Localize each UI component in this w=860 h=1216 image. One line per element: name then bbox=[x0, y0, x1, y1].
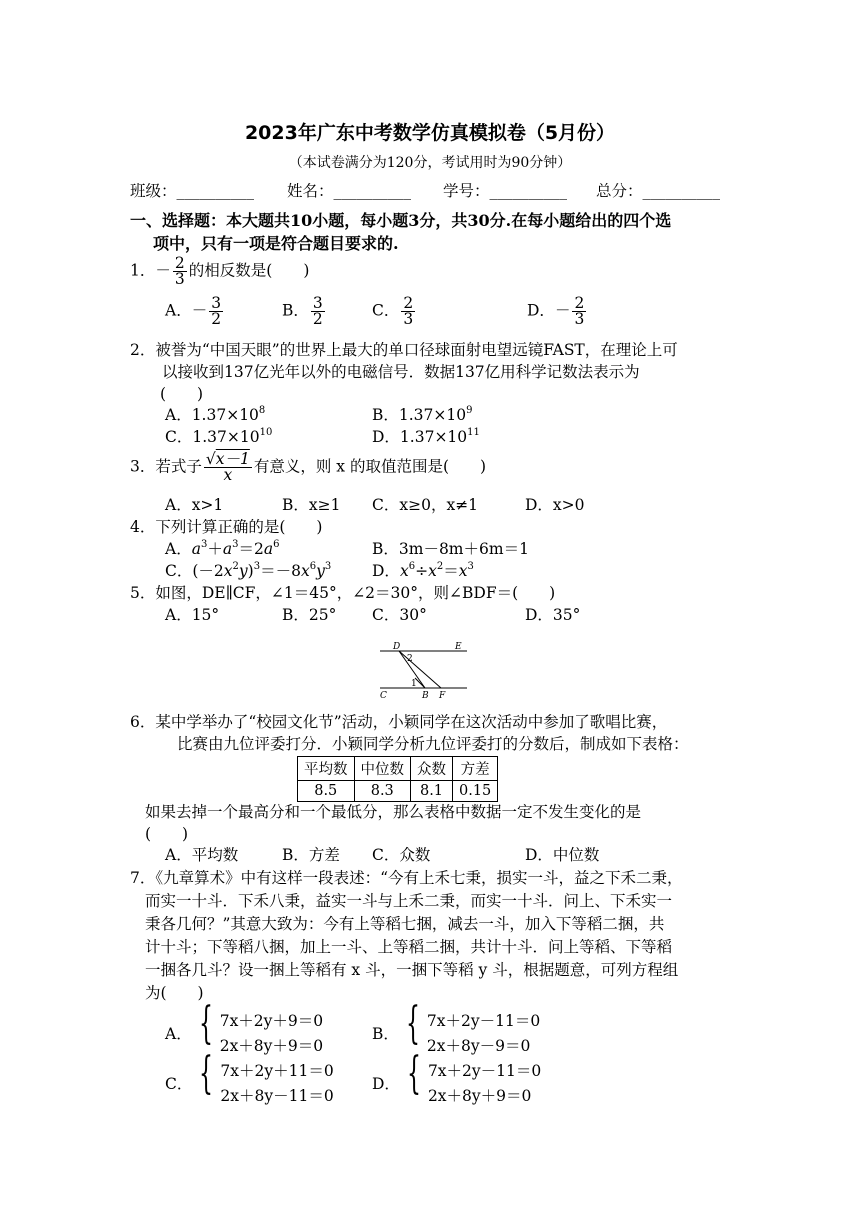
question-5: 5．如图，DE∥CF，∠1＝45°，∠2＝30°，则∠BDF＝( ) bbox=[130, 584, 556, 602]
q1-option-a: A．－ $\frac{3}{2}$ bbox=[165, 294, 222, 328]
question-2-line1: 2．被誉为“中国天眼”的世界上最大的单口径球面射电望远镜FAST，在理论上可 bbox=[130, 341, 678, 359]
question-7-line6: 为( ) bbox=[145, 984, 204, 1002]
table-cell: 0.15 bbox=[453, 781, 498, 802]
table-header: 方差 bbox=[453, 757, 498, 781]
section-heading: 一、选择题：本大题共10小题，每小题3分，共30分.在每小题给出的四个选 bbox=[130, 211, 672, 230]
question-4: 4．下列计算正确的是( ) bbox=[130, 518, 323, 536]
q1-number: 1． bbox=[130, 261, 156, 280]
table-cell: 8.1 bbox=[411, 781, 453, 802]
question-7-line1: 7．《九章算术》中有这样一段表述：“今有上禾七秉，损实一斗，益之下禾二秉， bbox=[130, 869, 683, 887]
q5-geometry-figure bbox=[375, 636, 475, 702]
q5-option-c: C．30° bbox=[372, 606, 427, 624]
q6-option-c: C．众数 bbox=[372, 846, 431, 864]
label-b: B bbox=[422, 691, 429, 701]
label-f: F bbox=[439, 691, 446, 701]
q6-option-d: D．中位数 bbox=[525, 846, 600, 864]
question-3: 3．若式子 $\frac{√x-1}{x}$ 有意义，则 x 的取值范围是( ) bbox=[130, 450, 487, 484]
q2-option-a: A．$1.37\times 10^8$ bbox=[165, 405, 266, 424]
question-7-line4: 计十斗；下等稻八捆，加上一斗、上等稻二捆，共计十斗．问上等稻、下等稻 bbox=[145, 938, 673, 956]
q4-option-d: D．$x^6\div x^2=x^3$ bbox=[372, 561, 474, 580]
q1-stem: 的相反数是( ) bbox=[188, 261, 310, 280]
table-header: 平均数 bbox=[298, 757, 355, 781]
question-2-line3: ( ) bbox=[160, 385, 204, 403]
q3-option-d: D．x>0 bbox=[525, 496, 585, 514]
q7-option-c: C． { 7x＋2y＋11＝0 2x＋8y－11＝0 bbox=[165, 1048, 334, 1105]
q6-option-b: B．方差 bbox=[282, 846, 340, 864]
q5-option-b: B．25° bbox=[282, 606, 337, 624]
q4-option-b: B．3m－8m＋6m＝1 bbox=[372, 540, 529, 558]
label-e: E bbox=[455, 642, 462, 652]
table-header: 众数 bbox=[411, 757, 453, 781]
q3-option-a: A．x>1 bbox=[165, 496, 224, 514]
q6-option-a: A．平均数 bbox=[165, 846, 239, 864]
question-6-line4: ( ) bbox=[145, 825, 189, 843]
page-title: 2023年广东中考数学仿真模拟卷（5月份） bbox=[244, 122, 616, 144]
q7-option-a: A． { 7x＋2y＋9＝0 2x＋8y＋9＝0 bbox=[165, 998, 324, 1055]
class-field: 班级：__________ bbox=[130, 182, 255, 200]
q1-option-d: D．－ $\frac{2}{3}$ bbox=[527, 294, 585, 328]
q3-option-b: B．x≥1 bbox=[282, 496, 341, 514]
table-cell: 8.5 bbox=[298, 781, 355, 802]
q2-option-c: C．$1.37\times 10^{10}$ bbox=[165, 427, 273, 446]
question-6-line3: 如果去掉一个最高分和一个最低分，那么表格中数据一定不发生变化的是 bbox=[145, 803, 642, 821]
question-1: 1．－ $\frac{2}{3}$ 的相反数是( ) bbox=[130, 254, 310, 288]
exam-info: （本试卷满分为120分，考试用时为90分钟） bbox=[288, 155, 572, 171]
question-6-line2: 比赛由九位评委打分．小颖同学分析九位评委打的分数后，制成如下表格： bbox=[177, 735, 689, 753]
q3-option-c: C．x≥0，x≠1 bbox=[372, 496, 479, 514]
q1-option-b: B． $\frac{3}{2}$ bbox=[282, 294, 323, 328]
question-7-line3: 秉各几何？”其意大致为：今有上等稻七捆，减去一斗，加入下等稻二捆，共 bbox=[145, 915, 665, 933]
q7-option-b: B． { 7x＋2y－11＝0 2x＋8y－9＝0 bbox=[372, 998, 541, 1055]
table-header-row bbox=[298, 757, 498, 781]
student-id-field: 学号：__________ bbox=[443, 182, 568, 200]
q4-option-c: C．$(-2x^2y)^3=-8x^6y^3$ bbox=[165, 561, 332, 580]
sqrt-fraction: $\frac{√x-1}{x}$ bbox=[205, 450, 250, 484]
q5-option-d: D．35° bbox=[525, 606, 581, 624]
q2-option-d: D．$1.37\times 10^{11}$ bbox=[372, 427, 480, 446]
table-header: 中位数 bbox=[354, 757, 411, 781]
question-6-line1: 6．某中学举办了“校园文化节”活动，小颖同学在这次活动中参加了歌唱比赛， bbox=[130, 713, 668, 731]
table-row bbox=[298, 781, 498, 802]
q1-option-c: C． $\frac{2}{3}$ bbox=[372, 294, 414, 328]
score-field: 总分：__________ bbox=[596, 182, 721, 200]
q2-option-b: B．$1.37\times 10^9$ bbox=[372, 405, 473, 424]
table-cell: 8.3 bbox=[354, 781, 411, 802]
question-7-line5: 一捆各几斗？设一捆上等稻有 x 斗，一捆下等稻 y 斗，根据题意，可列方程组 bbox=[145, 961, 679, 979]
question-2-line2: 以接收到137亿光年以外的电磁信号．数据137亿用科学记数法表示为 bbox=[162, 363, 640, 381]
name-field: 姓名：__________ bbox=[287, 182, 412, 200]
label-angle-1: 1 bbox=[411, 679, 417, 689]
section-heading-cont: 项中，只有一项是符合题目要求的. bbox=[153, 234, 399, 253]
label-c: C bbox=[380, 691, 387, 701]
q4-option-a: A．$a^3+a^3=2a^6$ bbox=[165, 539, 280, 558]
label-angle-2: 2 bbox=[407, 654, 413, 664]
q5-option-a: A．15° bbox=[165, 606, 220, 624]
score-stats-table bbox=[297, 756, 498, 802]
question-7-line2: 而实一十斗．下禾八秉，益实一斗与上禾二秉，而实一十斗．问上、下禾实一 bbox=[145, 892, 673, 910]
q7-option-d: D． { 7x＋2y－11＝0 2x＋8y＋9＝0 bbox=[372, 1048, 542, 1105]
label-d: D bbox=[393, 642, 401, 652]
